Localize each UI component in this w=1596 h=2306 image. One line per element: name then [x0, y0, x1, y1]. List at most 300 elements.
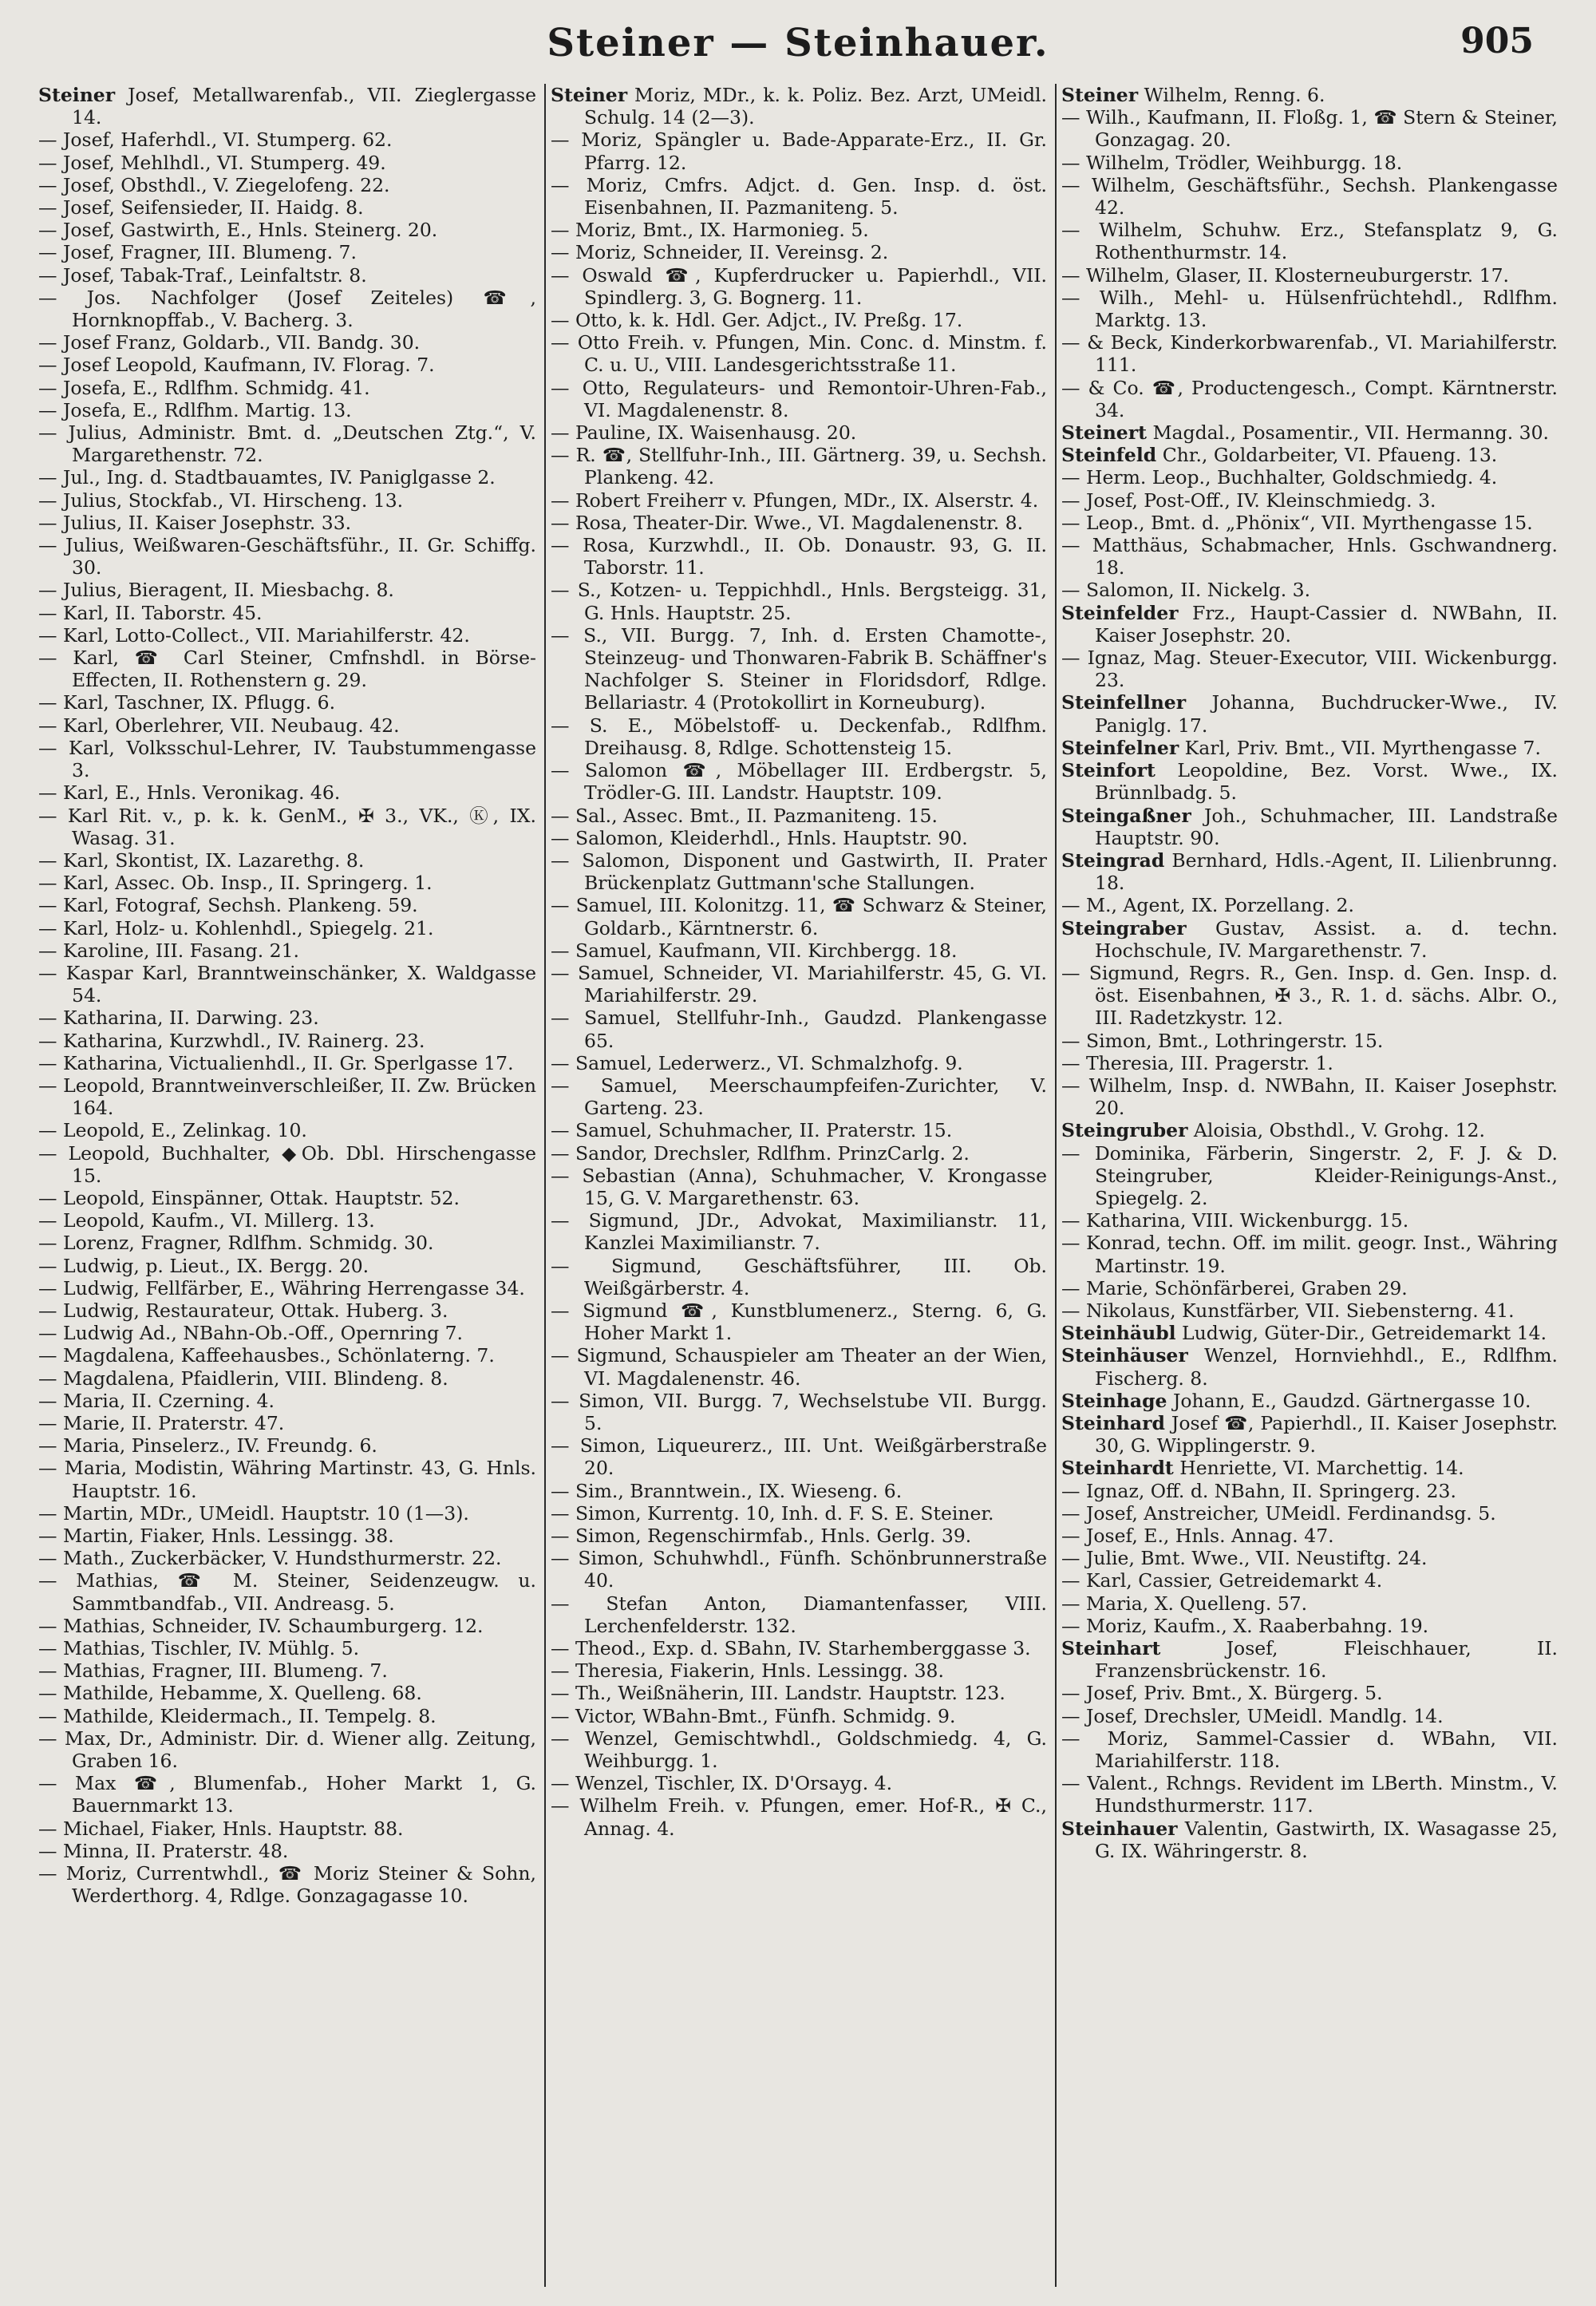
entry-text: — Leopold, E., Zelinkag. 10.: [38, 1119, 307, 1142]
directory-entry: [38, 512, 536, 534]
entry-text: — Moriz, Spängler u. Bade-Apparate-Erz., II. Gr. Pfarrg. 12.: [551, 129, 1047, 174]
entry-text: — Mathilde, Hebamme, X. Quelleng. 68.: [38, 1682, 422, 1705]
directory-entry: [1061, 1299, 1558, 1322]
entry-text: — & Co. ☎, Productengesch., Compt. Kärntnerstr. 34.: [1061, 376, 1558, 421]
entry-text: — Wilhelm, Glaser, II. Klosterneuburgerstr. 17.: [1061, 263, 1509, 287]
entry-text: Joh., Schuhmacher, III. Landstraße Hauptstr. 90.: [1095, 804, 1558, 849]
directory-entry: [551, 1390, 1047, 1434]
entry-text: — Mathias, Tischler, IV. Mühlg. 5.: [38, 1637, 360, 1660]
directory-entry: [1061, 1390, 1558, 1412]
page-header: [0, 16, 1596, 80]
directory-entry: [1061, 894, 1558, 916]
entry-text: — Ludwig, Fellfärber, E., Währing Herrengasse 34.: [38, 1276, 525, 1299]
directory-entry: [38, 1705, 536, 1727]
directory-entry: [551, 1659, 1047, 1682]
entry-text: — Maria, II. Czerning. 4.: [38, 1389, 275, 1412]
entry-text: Chr., Goldarbeiter, VI. Pfaueng. 13.: [1156, 444, 1498, 467]
directory-entry: [38, 737, 536, 781]
directory-entry: [551, 219, 1047, 241]
directory-entry: [1061, 264, 1558, 287]
directory-entry: [1061, 106, 1558, 151]
directory-entry: [38, 1615, 536, 1637]
entry-text: — Sigmund, Geschäftsführer, III. Ob. Weißgärberstr. 4.: [551, 1254, 1047, 1299]
entry-surname: Steinfort: [1061, 759, 1156, 782]
entry-text: — Josef, Drechsler, UMeidl. Mandlg. 14.: [1061, 1704, 1444, 1727]
entry-text: — Ludwig Ad., NBahn-Ob.-Off., Opernring 7.: [38, 1322, 464, 1345]
directory-entry: [38, 1074, 536, 1119]
entry-text: — Sal., Assec. Bmt., II. Pazmaniteng. 15.: [551, 804, 938, 827]
directory-entry: [1061, 1322, 1558, 1344]
entry-text: — Simon, Schuhwhdl., Fünfh. Schönbrunnerstraße 40.: [551, 1547, 1047, 1592]
entry-text: Karl, Priv. Bmt., VII. Myrthengasse 7.: [1179, 736, 1541, 759]
directory-entry: [551, 1119, 1047, 1141]
directory-entry: [1061, 421, 1558, 444]
entry-surname: Steiner: [551, 84, 628, 106]
entry-text: — Max, Dr., Administr. Dir. d. Wiener allg. Zeitung, Graben 16.: [38, 1727, 536, 1773]
entry-text: — Wilhelm Freih. v. Pfungen, emer. Hof-R., ✠ C., Annag. 4.: [551, 1794, 1047, 1840]
entry-text: — Simon, Bmt., Lothringerstr. 15.: [1061, 1029, 1384, 1052]
directory-entry: [38, 781, 536, 804]
entry-text: — Karl, Taschner, IX. Pflugg. 6.: [38, 691, 336, 714]
directory-entry: [551, 444, 1047, 488]
entry-text: Aloisia, Obsthdl., V. Grohg. 12.: [1187, 1119, 1485, 1142]
directory-entry: [551, 84, 1047, 129]
directory-entry: [38, 354, 536, 376]
entry-text: — Sim., Branntwein., IX. Wieseng. 6.: [551, 1479, 903, 1502]
directory-entry: [38, 399, 536, 421]
entry-text: — Katharina, VIII. Wickenburgg. 15.: [1061, 1209, 1409, 1232]
entry-surname: Steinfelder: [1061, 601, 1179, 624]
entry-text: — Valent., Rchngs. Revident im LBerth. Minstm., V. Hundsthurmerstr. 117.: [1061, 1772, 1558, 1818]
entry-text: — Minna, II. Praterstr. 48.: [38, 1839, 289, 1862]
directory-entry: [38, 805, 536, 849]
directory-entry: [551, 1592, 1047, 1637]
directory-entry: [1061, 331, 1558, 376]
directory-entry: [38, 1682, 536, 1704]
entry-text: — Maria, Modistin, Währing Martinstr. 43, G. Hnls. Hauptstr. 16.: [38, 1457, 536, 1502]
directory-entry: [551, 579, 1047, 623]
directory-entry: [1061, 579, 1558, 601]
entry-text: — Julius, Stockfab., VI. Hirscheng. 13.: [38, 488, 404, 512]
entry-text: Valentin, Gastwirth, IX. Wasagasse 25, G. IX. Währingerstr. 8.: [1095, 1817, 1558, 1862]
directory-entry: [551, 849, 1047, 894]
entry-text: — Mathilde, Kleidermach., II. Tempelg. 8.: [38, 1704, 437, 1727]
directory-entry: [1061, 1074, 1558, 1119]
directory-entry: [551, 894, 1047, 939]
entry-text: — Karl, Volksschul-Lehrer, IV. Taubstummengasse 3.: [38, 736, 536, 782]
directory-entry: [38, 152, 536, 174]
entry-text: — Simon, Kurrentg. 10, Inh. d. F. S. E. Steiner.: [551, 1501, 994, 1525]
directory-entry: [1061, 1344, 1558, 1389]
entry-text: — Josef, Obsthdl., V. Ziegelofeng. 22.: [38, 173, 390, 196]
directory-entry: [38, 1818, 536, 1840]
directory-entry: [1061, 737, 1558, 759]
directory-entry: [551, 1165, 1047, 1209]
directory-entry: [1061, 466, 1558, 488]
entry-surname: Steinhäubl: [1061, 1322, 1176, 1345]
entry-text: — Josef, Haferhdl., VI. Stumperg. 62.: [38, 129, 393, 152]
directory-entry: [1061, 1502, 1558, 1525]
entry-text: — Josef, Anstreicher, UMeidl. Ferdinandsg. 5.: [1061, 1501, 1496, 1525]
entry-text: Johann, E., Gaudzd. Gärtnergasse 10.: [1167, 1389, 1531, 1412]
entry-text: — Josef, Seifensieder, II. Haidg. 8.: [38, 196, 364, 220]
directory-entry: [38, 1840, 536, 1862]
directory-entry: [1061, 1705, 1558, 1727]
directory-entry: [38, 466, 536, 488]
entry-surname: Steinhäuser: [1061, 1344, 1188, 1367]
entry-text: — Samuel, III. Kolonitzg. 11, ☎ Schwarz & Steiner, Goldarb., Kärntnerstr. 6.: [551, 894, 1047, 939]
entry-text: — Josef Leopold, Kaufmann, IV. Florag. 7.: [38, 354, 435, 377]
directory-entry: [1061, 1637, 1558, 1682]
directory-entry: [38, 1119, 536, 1141]
entry-text: Moriz, MDr., k. k. Poliz. Bez. Arzt, UMeidl. Schulg. 14 (2—3).: [584, 84, 1047, 129]
entry-text: — Moriz, Schneider, II. Vereinsg. 2.: [551, 241, 889, 264]
entry-text: — Sandor, Drechsler, Rdlfhm. PrinzCarlg. 2.: [551, 1141, 970, 1165]
entry-text: — Karl, Fotograf, Sechsh. Plankeng. 59.: [38, 894, 418, 917]
entry-text: — Karl, Lotto-Collect., VII. Mariahilferstr. 42.: [38, 623, 470, 647]
directory-entry: [551, 1727, 1047, 1772]
entry-text: — Karl, Cassier, Getreidemarkt 4.: [1061, 1569, 1383, 1592]
directory-entry: [38, 1299, 536, 1322]
directory-entry: [551, 1299, 1047, 1344]
directory-entry: [1061, 1772, 1558, 1817]
directory-entry: [38, 624, 536, 647]
directory-entry: [38, 894, 536, 916]
entry-text: — Jul., Ing. d. Stadtbauamtes, IV. Paniglgasse 2.: [38, 466, 496, 489]
column-1: [34, 84, 544, 2287]
entry-surname: Steinfellner: [1061, 691, 1187, 714]
directory-entry: [551, 512, 1047, 534]
entry-text: — Otto, Regulateurs- und Remontoir-Uhren-Fab., VI. Magdalenenstr. 8.: [551, 376, 1047, 421]
entry-text: — S. E., Möbelstoff- u. Deckenfab., Rdlfhm. Dreihausg. 8, Rdlge. Schottensteig 15.: [551, 714, 1047, 759]
entry-text: — Karl Rit. v., p. k. k. GenM., ✠ 3., VK., Ⓚ, IX. Wasag. 31.: [38, 804, 536, 849]
directory-entry: [38, 1007, 536, 1029]
directory-entry: [38, 287, 536, 331]
entry-surname: Steingaßner: [1061, 804, 1191, 827]
entry-text: — Moriz, Currentwhdl., ☎ Moriz Steiner & Sohn, Werderthorg. 4, Rdlge. Gonzagagasse 10.: [38, 1862, 536, 1908]
directory-entry: [38, 196, 536, 219]
entry-text: — & Beck, Kinderkorbwarenfab., VI. Mariahilferstr. 111.: [1061, 331, 1558, 377]
entry-text: — Kaspar Karl, Branntweinschänker, X. Waldgasse 54.: [38, 961, 536, 1007]
directory-entry: [551, 939, 1047, 962]
directory-entry: [38, 129, 536, 151]
entry-text: — Karl, E., Hnls. Veronikag. 46.: [38, 781, 341, 805]
directory-entry: [38, 1030, 536, 1052]
directory-entry: [1061, 1457, 1558, 1479]
directory-entry: [551, 1637, 1047, 1659]
entry-surname: Steinhage: [1061, 1389, 1167, 1412]
entry-text: — R. ☎, Stellfuhr-Inh., III. Gärtnerg. 39, u. Sechsh. Plankeng. 42.: [551, 444, 1047, 489]
directory-entry: [551, 1255, 1047, 1299]
directory-entry: [38, 1569, 536, 1614]
entry-text: — Lorenz, Fragner, Rdlfhm. Schmidg. 30.: [38, 1232, 434, 1255]
entry-text: — Samuel, Stellfuhr-Inh., Gaudzd. Plankengasse 65.: [551, 1007, 1047, 1052]
entry-text: — Theresia, Fiakerin, Hnls. Lessingg. 38.: [551, 1659, 944, 1683]
directory-entry: [551, 1772, 1047, 1794]
entry-text: — Josefa, E., Rdlfhm. Schmidg. 41.: [38, 376, 370, 399]
entry-text: — Samuel, Schuhmacher, II. Praterstr. 15.: [551, 1119, 953, 1142]
entry-text: Johanna, Buchdrucker-Wwe., IV. Paniglg. 17.: [1095, 691, 1558, 737]
directory-entry: [38, 84, 536, 129]
directory-entry: [551, 1794, 1047, 1839]
directory-entry: [1061, 1052, 1558, 1074]
entry-text: — Konrad, techn. Off. im milit. geogr. Inst., Währing Martinstr. 19.: [1061, 1232, 1558, 1277]
entry-text: — Sigmund, Schauspieler am Theater an der Wien, VI. Magdalenenstr. 46.: [551, 1344, 1047, 1390]
entry-text: — Karl, II. Taborstr. 45.: [38, 601, 263, 624]
entry-text: — Wilhelm, Trödler, Weihburgg. 18.: [1061, 151, 1403, 174]
entry-text: — Samuel, Kaufmann, VII. Kirchbergg. 18.: [551, 939, 958, 962]
entry-text: — Magdalena, Kaffeehausbes., Schönlaterng. 7.: [38, 1344, 495, 1367]
entry-text: — Th., Weißnäherin, III. Landstr. Hauptstr. 123.: [551, 1682, 1005, 1705]
entry-text: Ludwig, Güter-Dir., Getreidemarkt 14.: [1175, 1322, 1547, 1345]
directory-entry: [38, 1187, 536, 1209]
directory-entry: [38, 917, 536, 939]
directory-entry: [551, 1434, 1047, 1479]
entry-text: — Sigmund, JDr., Advokat, Maximilianstr. 11, Kanzlei Maximilianstr. 7.: [551, 1209, 1047, 1255]
directory-entry: [38, 174, 536, 196]
entry-text: — Josef Franz, Goldarb., VII. Bandg. 30.: [38, 331, 421, 354]
entry-text: — Otto, k. k. Hdl. Ger. Adjct., IV. Preßg. 17.: [551, 309, 963, 332]
entry-text: — Leopold, Branntweinverschleißer, II. Zw. Brücken 164.: [38, 1074, 536, 1120]
entry-text: — Wenzel, Tischler, IX. D'Orsayg. 4.: [551, 1772, 893, 1795]
entry-text: — Salomon, Disponent und Gastwirth, II. Prater Brückenplatz Guttmann'sche Stallungen.: [551, 848, 1047, 895]
entry-text: — Julius, Administr. Bmt. d. „Deutschen Ztg.“, V. Margarethenstr. 72.: [38, 421, 536, 467]
directory-entry: [38, 691, 536, 714]
entry-text: — Maria, X. Quelleng. 57.: [1061, 1592, 1308, 1615]
directory-entry: [1061, 1142, 1558, 1210]
directory-entry: [38, 1367, 536, 1390]
directory-entry: [1061, 1277, 1558, 1299]
directory-entry: [1061, 534, 1558, 579]
entry-text: — Josef, E., Hnls. Annag. 47.: [1061, 1525, 1334, 1547]
entry-surname: Steingraber: [1061, 916, 1187, 939]
column-3: [1055, 84, 1566, 2287]
directory-entry: [1061, 219, 1558, 263]
directory-entry: [551, 1525, 1047, 1547]
entry-text: — Karl, ☎ Carl Steiner, Cmfnshdl. in Börse-Effecten, II. Rothenstern g. 29.: [38, 647, 536, 692]
directory-entry: [38, 1862, 536, 1907]
directory-entry: [38, 1659, 536, 1682]
entry-text: — Salomon, II. Nickelg. 3.: [1061, 579, 1311, 602]
directory-entry: [551, 962, 1047, 1007]
entry-text: — Nikolaus, Kunstfärber, VII. Siebensterng. 41.: [1061, 1299, 1515, 1322]
entry-text: — Stefan Anton, Diamantenfasser, VIII. Lerchenfelderstr. 132.: [551, 1592, 1047, 1637]
entry-text: — Pauline, IX. Waisenhausg. 20.: [551, 421, 857, 445]
entry-text: — Katharina, II. Darwing. 23.: [38, 1007, 319, 1030]
entry-text: — Leopold, Einspänner, Ottak. Hauptstr. 52.: [38, 1186, 460, 1209]
directory-entry: [551, 489, 1047, 512]
directory-entry: [551, 1480, 1047, 1502]
entry-text: — Martin, MDr., UMeidl. Hauptstr. 10 (1—3).: [38, 1501, 469, 1525]
directory-entry: [551, 805, 1047, 827]
directory-entry: [551, 1007, 1047, 1051]
entry-text: — Josef, Priv. Bmt., X. Bürgerg. 5.: [1061, 1682, 1383, 1705]
entry-text: — Matthäus, Schabmacher, Hnls. Gschwandnerg. 18.: [1061, 534, 1558, 579]
directory-entry: [38, 579, 536, 601]
directory-entry: [551, 174, 1047, 219]
directory-entry: [1061, 602, 1558, 647]
directory-entry: [551, 714, 1047, 759]
entry-text: — Sigmund ☎, Kunstblumenerz., Sterng. 6, G. Hoher Markt 1.: [551, 1299, 1047, 1345]
directory-entry: [1061, 1412, 1558, 1457]
directory-entry: [38, 1142, 536, 1187]
entry-text: — Oswald ☎, Kupferdrucker u. Papierhdl., VII. Spindlerg. 3, G. Bognerg. 11.: [551, 263, 1047, 309]
directory-entry: [1061, 1682, 1558, 1704]
entry-text: — Ludwig, p. Lieut., IX. Bergg. 20.: [38, 1254, 369, 1277]
directory-entry: [551, 1074, 1047, 1119]
entry-text: Josef, Fleischhauer, II. Franzensbrückenstr. 16.: [1095, 1637, 1558, 1683]
directory-entry: [1061, 647, 1558, 691]
columns: [34, 84, 1566, 2287]
directory-entry: [551, 759, 1047, 804]
entry-text: — Josef, Gastwirth, E., Hnls. Steinerg. 20.: [38, 219, 438, 242]
entry-text: Wenzel, Hornviehhdl., E., Rdlfhm. Fischerg. 8.: [1095, 1344, 1558, 1390]
entry-surname: Steinhardt: [1061, 1457, 1174, 1480]
entry-text: — Wenzel, Gemischtwhdl., Goldschmiedg. 4, G. Weihburgg. 1.: [551, 1727, 1047, 1773]
entry-text: — Wilhelm, Geschäftsführ., Sechsh. Plankengasse 42.: [1061, 173, 1558, 220]
directory-entry: [1061, 1592, 1558, 1615]
entry-surname: Steinfeld: [1061, 444, 1157, 467]
entry-text: — Moriz, Cmfrs. Adjct. d. Gen. Insp. d. öst. Eisenbahnen, II. Pazmaniteng. 5.: [551, 173, 1047, 220]
directory-entry: [1061, 1480, 1558, 1502]
entry-text: — Rosa, Theater-Dir. Wwe., VI. Magdalenenstr. 8.: [551, 511, 1024, 534]
directory-entry: [1061, 174, 1558, 219]
entry-text: — Sigmund, Regrs. R., Gen. Insp. d. Gen. Insp. d. öst. Eisenbahnen, ✠ 3., R. 1. d. sächs. Albr. O., III. Radetzkystr. 12.: [1061, 961, 1558, 1030]
directory-entry: [38, 1052, 536, 1074]
directory-entry: [38, 241, 536, 263]
directory-entry: [38, 534, 536, 579]
entry-surname: Steinhard: [1061, 1411, 1165, 1434]
directory-entry: [1061, 962, 1558, 1030]
directory-entry: [1061, 1232, 1558, 1276]
directory-entry: [1061, 84, 1558, 106]
directory-entry: [38, 1434, 536, 1457]
entry-text: — Karoline, III. Fasang. 21.: [38, 939, 300, 962]
directory-entry: [1061, 512, 1558, 534]
directory-entry: [1061, 759, 1558, 804]
entry-text: — Ignaz, Off. d. NBahn, II. Springerg. 23.: [1061, 1479, 1456, 1502]
directory-entry: [551, 624, 1047, 714]
entry-text: — Mathias, Fragner, III. Blumeng. 7.: [38, 1659, 388, 1683]
directory-entry: [551, 264, 1047, 309]
directory-entry: [38, 421, 536, 466]
directory-entry: [551, 1142, 1047, 1165]
entry-text: — Marie, II. Praterstr. 47.: [38, 1411, 285, 1434]
directory-entry: [38, 1547, 536, 1569]
directory-entry: [551, 1682, 1047, 1704]
directory-entry: [1061, 917, 1558, 962]
directory-entry: [38, 602, 536, 624]
directory-entry: [1061, 1209, 1558, 1232]
directory-entry: [38, 1344, 536, 1367]
entry-text: — Dominika, Färberin, Singerstr. 2, F. J. & D. Steingruber, Kleider-Reinigungs-Anst., Spiegelg. 2.: [1061, 1141, 1558, 1209]
entry-text: — Simon, VII. Burgg. 7, Wechselstube VII. Burgg. 5.: [551, 1389, 1047, 1434]
entry-surname: Steingrad: [1061, 848, 1165, 872]
entry-surname: Steiner: [38, 84, 116, 106]
directory-entry: [1061, 1615, 1558, 1637]
entry-text: Josef ☎, Papierhdl., II. Kaiser Josephstr. 30, G. Wipplingerstr. 9.: [1095, 1411, 1558, 1458]
entry-text: — Leop., Bmt. d. „Phönix“, VII. Myrthengasse 15.: [1061, 511, 1533, 534]
entry-text: — Mathias, Schneider, IV. Schaumburgerg. 12.: [38, 1614, 484, 1637]
directory-entry: [1061, 444, 1558, 466]
entry-text: — Karl, Oberlehrer, VII. Neubaug. 42.: [38, 714, 400, 737]
entry-text: — Leopold, Buchhalter, ◆Ob. Dbl. Hirschengasse 15.: [38, 1141, 536, 1187]
entry-text: — Julie, Bmt. Wwe., VII. Neustiftg. 24.: [1061, 1547, 1428, 1570]
directory-entry: [38, 264, 536, 287]
entry-text: — Samuel, Meerschaumpfeifen-Zurichter, V. Garteng. 23.: [551, 1074, 1047, 1120]
directory-entry: [1061, 377, 1558, 421]
entry-text: — Wilh., Kaufmann, II. Floßg. 1, ☎ Stern & Steiner, Gonzagag. 20.: [1061, 106, 1558, 152]
entry-text: — Wilhelm, Insp. d. NWBahn, II. Kaiser Josephstr. 20.: [1061, 1074, 1558, 1120]
entry-text: — Salomon ☎, Möbellager III. Erdbergstr. 5, Trödler-G. III. Landstr. Hauptstr. 109.: [551, 759, 1047, 805]
directory-entry: [1061, 805, 1558, 849]
entry-text: — Rosa, Kurzwhdl., II. Ob. Donaustr. 93, G. II. Taborstr. 11.: [551, 534, 1047, 579]
entry-text: — Wilhelm, Schuhw. Erz., Stefansplatz 9, G. Rothenthurmstr. 14.: [1061, 219, 1558, 264]
entry-text: — Otto Freih. v. Pfungen, Min. Conc. d. Minstm. f. C. u. U., VIII. Landesgerichtsstraße 11.: [551, 331, 1047, 377]
directory-entry: [38, 1322, 536, 1344]
directory-entry: [38, 962, 536, 1007]
directory-entry: [38, 331, 536, 354]
entry-text: — Moriz, Kaufm., X. Raaberbahng. 19.: [1061, 1614, 1429, 1637]
entry-surname: Steiner: [1061, 84, 1139, 106]
directory-entry: [38, 377, 536, 399]
entry-text: — Leopold, Kaufm., VI. Millerg. 13.: [38, 1209, 375, 1232]
directory-entry: [551, 1502, 1047, 1525]
directory-entry: [38, 1502, 536, 1525]
directory-entry: [551, 1705, 1047, 1727]
directory-entry: [38, 1637, 536, 1659]
page-title: Steiner — Steinhauer.: [547, 21, 1049, 65]
directory-entry: [1061, 1119, 1558, 1141]
page-number: 905: [1460, 21, 1534, 61]
directory-entry: [38, 939, 536, 962]
entry-text: Henriette, VI. Marchettig. 14.: [1173, 1457, 1464, 1480]
directory-entry: [551, 1052, 1047, 1074]
directory-entry: [38, 1412, 536, 1434]
entry-text: — Samuel, Lederwerz., VI. Schmalzhofg. 9.: [551, 1051, 963, 1074]
directory-entry: [38, 872, 536, 894]
entry-text: — Magdalena, Pfaidlerin, VIII. Blindeng. 8.: [38, 1367, 448, 1390]
directory-entry: [551, 129, 1047, 173]
directory-entry: [551, 331, 1047, 376]
entry-text: — Max ☎, Blumenfab., Hoher Markt 1, G. Bauernmarkt 13.: [38, 1772, 536, 1818]
entry-text: — Simon, Regenschirmfab., Hnls. Gerlg. 39.: [551, 1525, 972, 1547]
directory-entry: [38, 1209, 536, 1232]
entry-text: — Josef, Tabak-Traf., Leinfaltstr. 8.: [38, 263, 367, 287]
directory-entry: [551, 377, 1047, 421]
directory-entry: [551, 1547, 1047, 1592]
directory-entry: [38, 1390, 536, 1412]
entry-text: — Mathias, ☎ M. Steiner, Seidenzeugw. u. Sammtbandfab., VII. Andreasg. 5.: [38, 1569, 536, 1615]
directory-entry: [38, 1457, 536, 1501]
directory-entry: [551, 534, 1047, 579]
entry-text: Magdal., Posamentir., VII. Hermanng. 30.: [1146, 421, 1550, 445]
directory-entry: [1061, 1525, 1558, 1547]
entry-text: — Josef, Post-Off., IV. Kleinschmiedg. 3.: [1061, 488, 1436, 512]
entry-text: — Herm. Leop., Buchhalter, Goldschmiedg. 4.: [1061, 466, 1498, 489]
entry-surname: Steingruber: [1061, 1119, 1188, 1142]
entry-text: — Marie, Schönfärberei, Graben 29.: [1061, 1276, 1408, 1299]
directory-entry: [38, 1727, 536, 1772]
entry-text: — Karl, Skontist, IX. Lazarethg. 8.: [38, 848, 365, 872]
entry-text: — Julius, Bieragent, II. Miesbachg. 8.: [38, 579, 394, 602]
directory-entry: [551, 827, 1047, 849]
entry-text: — Michael, Fiaker, Hnls. Hauptstr. 88.: [38, 1817, 404, 1840]
entry-text: — Maria, Pinselerz., IV. Freundg. 6.: [38, 1434, 377, 1458]
column-2: [544, 84, 1055, 2287]
entry-text: — Ludwig, Restaurateur, Ottak. Huberg. 3.: [38, 1299, 448, 1322]
entry-text: — Math., Zuckerbäcker, V. Hundsthurmerstr. 22.: [38, 1547, 502, 1570]
